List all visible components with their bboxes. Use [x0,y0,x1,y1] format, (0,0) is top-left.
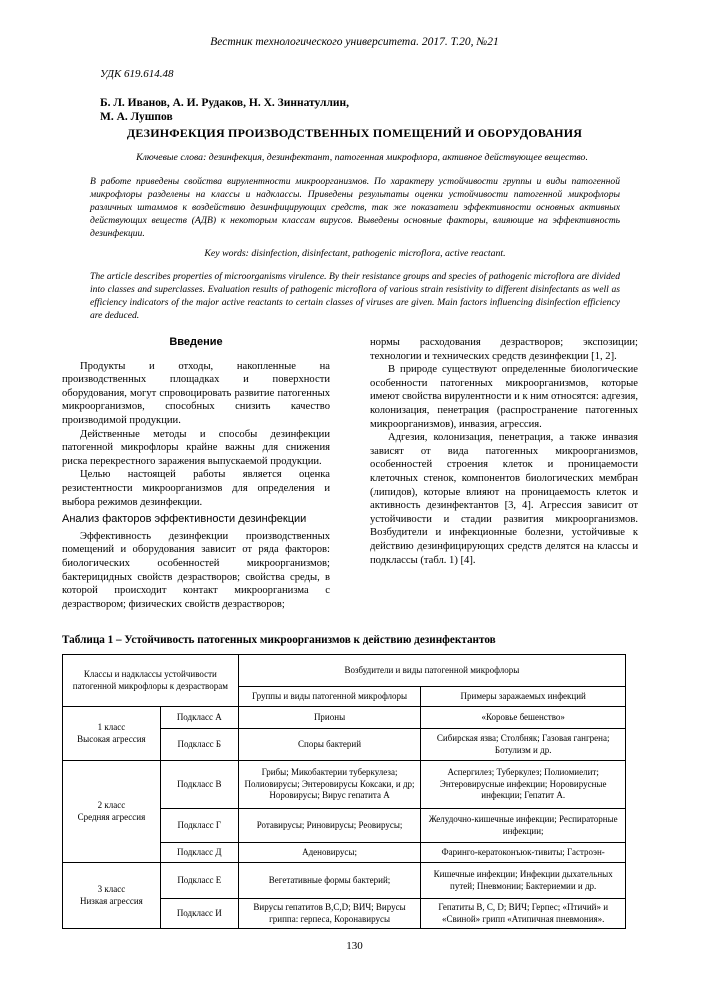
paragraph: Продукты и отходы, накопленные на производственных площадках и поверхности оборудования, могут спровоцировать развитие патогенных микроорганизмов, способных снизить качество производимой продукции. [62,360,330,426]
journal-header: Вестник технологического университета. 2017. Т.20, №21 [210,36,499,48]
class-cell [63,707,161,761]
paragraph: Целью настоящей работы является оценка резистентности микроорганизмов для определения и выбора режимов дезинфекции. [62,469,330,508]
left-column [62,336,330,611]
keywords-ru: Ключевые слова: дезинфекция, дезинфектант, патогенная микрофлора, активное действующее вещество. [136,152,588,163]
example-cell: Желудочно-кишечные инфекции; Респираторные инфекции; [421,809,626,843]
page-number: 130 [346,940,363,952]
group-cell: Ротавирусы; Риновирусы; Реовирусы; [238,809,421,843]
table-caption: Таблица 1 – Устойчивость патогенных микроорганизмов к действию дезинфектантов [62,634,496,646]
paper-title: ДЕЗИНФЕКЦИЯ ПРОИЗВОДСТВЕННЫХ ПОМЕЩЕНИЙ И ОБОРУДОВАНИЯ [126,126,583,140]
class-cell [63,863,161,929]
table-header-row [63,655,626,687]
class-name: 3 класс [97,884,126,894]
header-agents: Возбудители и виды патогенной микрофлоры [238,655,625,687]
subclass-cell: Подкласс А [160,707,238,729]
class-desc: Низкая агрессия [79,895,143,906]
table-row [63,761,626,809]
paragraph: В природе существуют определенные биологические особенности патогенных микроорганизмов, которые имеют свойства вирулентности и к ним относятся: адгезия, колонизация, пенетрация (распространение патогенных микроорганизмов), инвазия, агрессия. [370,364,638,430]
group-cell: Вегетативные формы бактерий; [238,863,421,899]
group-cell: Вирусы гепатитов В,С,D; ВИЧ; Вирусы гриппа: герпеса, Коронавирусы [238,899,421,929]
abstract-ru: В работе приведены свойства вирулентности микроорганизмов. По характеру устойчивости группы и виды патогенной микрофлоры разделены на классы и надклассы. Приведены результаты оценки устойчивости патогенной микрофлоры различных штаммов к воздействию дезинфицирующих средств, так же показатели эффективности основных активных действующих веществ (АДВ) к некоторым классам вирусов. Выведены основные факторы, влияющие на эффективность дезинфекции. [90,176,620,239]
table-row [63,863,626,899]
udk-code: УДК 619.614.48 [100,68,174,80]
paragraph: нормы расходования дезрастворов; экспозиции; технологии и технических средств дезинфекции [1, 2]. [370,337,638,362]
class-desc: Высокая агрессия [77,733,146,744]
heading-introduction: Введение [169,336,223,348]
keywords-en: Key words: disinfection, disinfectant, pathogenic microflora, active reactant. [204,248,506,259]
example-cell: «Коровье бешенство» [421,707,626,729]
class-desc: Средняя агрессия [77,811,146,822]
example-cell: Аспергилез; Туберкулез; Полиомиелит; Энтеровирусные инфекции; Норовирусные инфекции; Гепатит А. [421,761,626,809]
class-name: 1 класс [97,722,126,732]
paragraph: Эффективность дезинфекции производственных помещений и оборудования зависит от ряда факторов: биологических особенностей микроорганизмов; бактерицидных свойств дезрастворов; свойства среды, в которой происходит контакт микроорганизма с дезраствором; физических свойств дезрастворов; [62,530,330,610]
group-cell: Грибы; Микобактерии туберкулеза; Полиовирусы; Энтеровирусы Коксаки, и др; Норовирусы; Вирус гепатита А [238,761,421,809]
subclass-cell: Подкласс В [160,761,238,809]
subclass-cell: Подкласс Д [160,843,238,863]
header-class: Классы и надклассы устойчивости патогенной микрофлоры к дезрастворам [63,655,239,707]
right-column [370,336,638,567]
group-cell: Споры бактерий [238,729,421,761]
table-row [63,707,626,729]
header-groups: Группы и виды патогенной микрофлоры [238,687,421,707]
authors [100,96,620,124]
paragraph: Адгезия, колонизация, пенетрация, а также инвазия зависят от вида патогенных микроорганизмов, особенностей строения клеток и проницаемости клеточных стенок, компонентов биологических мембран (липидов), которые влияют на проницаемость клеток и активность дезинфектантов [3, 4]. Агрессия зависит от устойчивости и стадии развития микроорганизмов. Возбудители и инфекционные болезни, устойчивые к действию дезинфицирующих средств делятся на классы и подклассы (табл. 1) [4]. [370,432,638,566]
authors-line-1: Б. Л. Иванов, А. И. Рудаков, Н. Х. Зиннатуллин, [100,97,350,109]
example-cell: Гепатиты В, С, D; ВИЧ; Герпес; «Птичий» и «Свиной» грипп «Атипичная пневмония». [421,899,626,929]
subclass-cell: Подкласс Г [160,809,238,843]
class-cell [63,761,161,863]
example-cell: Кишечные инфекции; Инфекции дыхательных путей; Пневмонии; Бактериемии и др. [421,863,626,899]
class-name: 2 класс [97,800,126,810]
heading-analysis: Анализ факторов эффективности дезинфекции [62,513,307,526]
group-cell: Аденовирусы; [238,843,421,863]
resistance-table [62,654,626,929]
header-examples: Примеры заражаемых инфекций [421,687,626,707]
example-cell: Фаринго-кератоконъюк-тивиты; Гастроэн- [421,843,626,863]
subclass-cell: Подкласс Б [160,729,238,761]
example-cell: Сибирская язва; Столбняк; Газовая гангрена; Ботулизм и др. [421,729,626,761]
subclass-cell: Подкласс Е [160,863,238,899]
subclass-cell: Подкласс И [160,899,238,929]
authors-line-2: М. А. Лушпов [100,111,173,123]
abstract-en: The article describes properties of microorganisms virulence. By their resistance groups and species of pathogenic microflora are divided into classes and superclasses. Evaluation results of pathogenic microflora of various strain resistivity to different disinfectants as well as efficiency indicators of the major active reactants to certain classes of viruses are given. Main factors influencing disinfection efficiency are deduced. [90,271,620,321]
group-cell: Прионы [238,707,421,729]
paragraph: Действенные методы и способы дезинфекции патогенной микрофлоры крайне важны для снижения риска перекрестного заражения выпускаемой продукции. [62,428,330,467]
